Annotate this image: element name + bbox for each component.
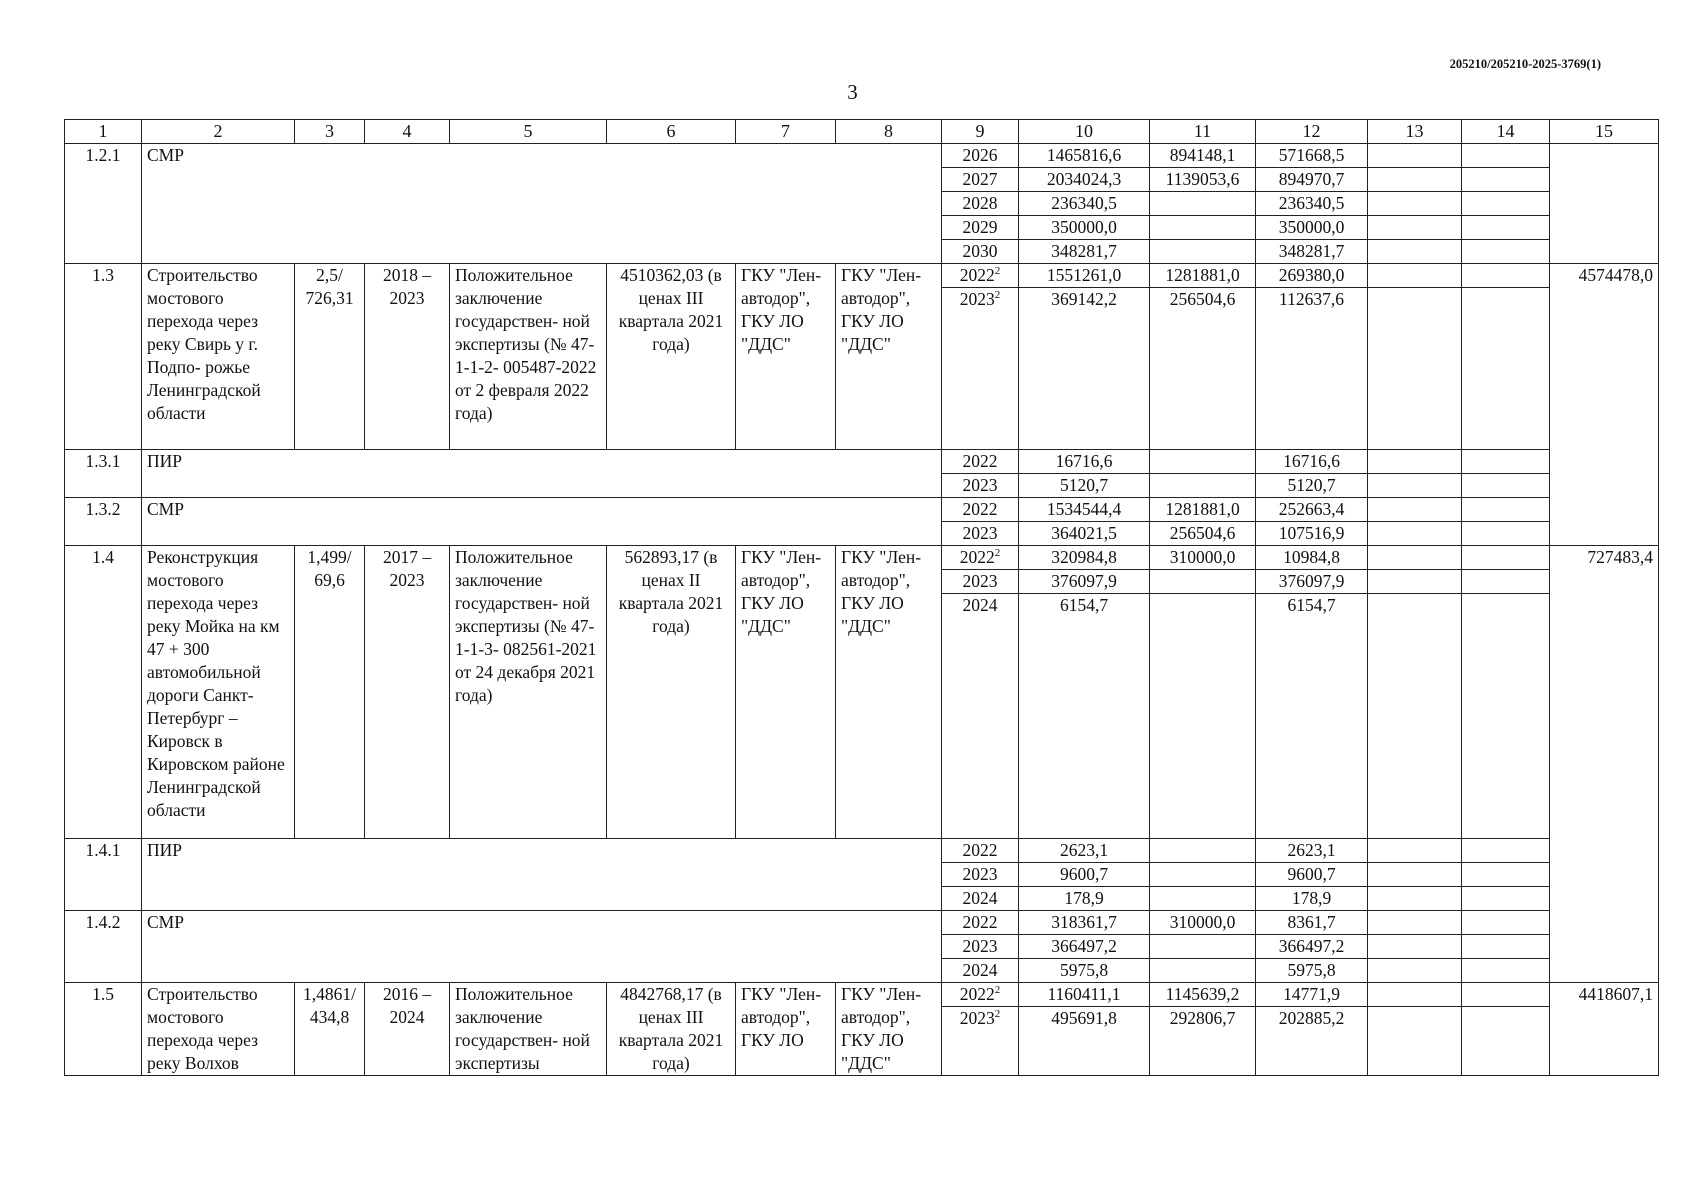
row-number: 1.3 [65, 264, 142, 450]
value-col10: 350000,0 [1019, 216, 1150, 240]
col-header: 10 [1019, 120, 1150, 144]
year-cell: 2024 [942, 959, 1019, 983]
value-col12: 252663,4 [1256, 498, 1368, 522]
table-row [65, 450, 1659, 474]
row-name: СМР [142, 144, 942, 264]
developer-cell: ГКУ "Лен- автодор", ГКУ ЛО "ДДС" [836, 546, 942, 839]
year-cell: 2023 [942, 570, 1019, 594]
object-name: Строительство мостового перехода через реку Свирь у г. Подпо- рожье Ленинградской области [142, 264, 295, 450]
value-col10: 1534544,4 [1019, 498, 1150, 522]
year-value: 2022 [959, 265, 995, 285]
value-col11: 1281881,0 [1150, 498, 1256, 522]
capacity-cell: 1,4861/ 434,8 [295, 983, 365, 1076]
value-col12: 376097,9 [1256, 570, 1368, 594]
col-header: 11 [1150, 120, 1256, 144]
value-col12: 5120,7 [1256, 474, 1368, 498]
value-col11: 310000,0 [1150, 546, 1256, 570]
value-col11 [1150, 240, 1256, 264]
row-number: 1.4.1 [65, 839, 142, 911]
table-row [65, 546, 1659, 570]
value-col11 [1150, 570, 1256, 594]
col-header: 5 [450, 120, 607, 144]
value-col11: 256504,6 [1150, 522, 1256, 546]
table-row [65, 144, 1659, 168]
value-col12: 269380,0 [1256, 264, 1368, 288]
column-header-row [65, 120, 1659, 144]
value-col10: 2034024,3 [1019, 168, 1150, 192]
value-col10: 6154,7 [1019, 594, 1150, 839]
value-col10: 1160411,1 [1019, 983, 1150, 1007]
value-col12: 14771,9 [1256, 983, 1368, 1007]
value-col10: 2623,1 [1019, 839, 1150, 863]
customer-cell: ГКУ "Лен- автодор", ГКУ ЛО "ДДС" [736, 264, 836, 450]
period-cell: 2017 – 2023 [365, 546, 450, 839]
value-col11 [1150, 450, 1256, 474]
col-header: 7 [736, 120, 836, 144]
year-cell: 2022 [942, 911, 1019, 935]
footnote-mark: 2 [994, 984, 1001, 997]
value-col10: 369142,2 [1019, 288, 1150, 450]
row-number: 1.4.2 [65, 911, 142, 983]
year-cell: 2024 [942, 887, 1019, 911]
value-col10: 9600,7 [1019, 863, 1150, 887]
year-cell: 2022 [942, 839, 1019, 863]
year-cell: 2030 [942, 240, 1019, 264]
year-cell: 2022 [942, 498, 1019, 522]
row-number: 1.2.1 [65, 144, 142, 264]
year-cell: 2027 [942, 168, 1019, 192]
value-col10: 5975,8 [1019, 959, 1150, 983]
expertise-cell: Положительное заключение государствен- ной экспертизы (№ 47-1-1-2- 005487-2022 от 2 февраля 2022 года) [450, 264, 607, 450]
row-number: 1.5 [65, 983, 142, 1076]
value-col12: 894970,7 [1256, 168, 1368, 192]
value-col10: 364021,5 [1019, 522, 1150, 546]
col-header: 4 [365, 120, 450, 144]
customer-cell: ГКУ "Лен- автодор", ГКУ ЛО "ДДС" [736, 546, 836, 839]
value-col12: 16716,6 [1256, 450, 1368, 474]
investment-table [64, 119, 1659, 1076]
table-row [65, 983, 1659, 1007]
year-cell: 2023 [942, 935, 1019, 959]
year-cell: 2028 [942, 192, 1019, 216]
value-col11 [1150, 887, 1256, 911]
cost-cell: 562893,17 (в ценах II квартала 2021 года) [607, 546, 736, 839]
customer-cell: ГКУ "Лен- автодор", ГКУ ЛО [736, 983, 836, 1076]
year-cell [942, 546, 1019, 570]
year-value: 2022 [959, 547, 995, 567]
value-col10: 16716,6 [1019, 450, 1150, 474]
year-cell: 2029 [942, 216, 1019, 240]
row-name: СМР [142, 498, 942, 546]
value-col10: 366497,2 [1019, 935, 1150, 959]
col-header: 2 [142, 120, 295, 144]
year-cell [942, 983, 1019, 1007]
footnote-mark: 2 [994, 265, 1001, 278]
page-number: 3 [847, 80, 858, 104]
value-col11: 256504,6 [1150, 288, 1256, 450]
value-col10: 318361,7 [1019, 911, 1150, 935]
row-number: 1.3.1 [65, 450, 142, 498]
total-cell: 727483,4 [1550, 546, 1659, 570]
year-cell: 2023 [942, 863, 1019, 887]
value-col10: 1551261,0 [1019, 264, 1150, 288]
year-cell [942, 1007, 1019, 1076]
year-cell: 2026 [942, 144, 1019, 168]
value-col12: 350000,0 [1256, 216, 1368, 240]
col-header: 6 [607, 120, 736, 144]
value-col12: 2623,1 [1256, 839, 1368, 863]
value-col12: 107516,9 [1256, 522, 1368, 546]
row-name: ПИР [142, 450, 942, 498]
value-col11 [1150, 474, 1256, 498]
year-value: 2022 [959, 984, 995, 1004]
value-col12: 366497,2 [1256, 935, 1368, 959]
value-col11: 1145639,2 [1150, 983, 1256, 1007]
year-cell: 2024 [942, 594, 1019, 839]
year-cell [942, 264, 1019, 288]
value-col10: 236340,5 [1019, 192, 1150, 216]
value-col11: 1139053,6 [1150, 168, 1256, 192]
value-col11: 292806,7 [1150, 1007, 1256, 1076]
year-cell: 2023 [942, 474, 1019, 498]
total-cell: 4418607,1 [1550, 983, 1659, 1076]
value-col10: 1465816,6 [1019, 144, 1150, 168]
year-value: 2023 [959, 289, 995, 309]
value-col11 [1150, 192, 1256, 216]
developer-cell: ГКУ "Лен- автодор", ГКУ ЛО "ДДС" [836, 983, 942, 1076]
value-col12: 178,9 [1256, 887, 1368, 911]
document-number: 205210/205210-2025-3769(1) [1449, 57, 1601, 71]
col-header: 14 [1462, 120, 1550, 144]
table-row [65, 839, 1659, 863]
value-col10: 178,9 [1019, 887, 1150, 911]
value-col12: 202885,2 [1256, 1007, 1368, 1076]
value-col10: 348281,7 [1019, 240, 1150, 264]
table-row [65, 911, 1659, 935]
col-header: 13 [1368, 120, 1462, 144]
row-name: ПИР [142, 839, 942, 911]
year-cell: 2022 [942, 450, 1019, 474]
value-col10: 320984,8 [1019, 546, 1150, 570]
row-number: 1.3.2 [65, 498, 142, 546]
value-col11: 1281881,0 [1150, 264, 1256, 288]
capacity-cell: 2,5/ 726,31 [295, 264, 365, 450]
value-col12: 6154,7 [1256, 594, 1368, 839]
value-col11 [1150, 935, 1256, 959]
value-col11 [1150, 594, 1256, 839]
value-col12: 5975,8 [1256, 959, 1368, 983]
capacity-cell: 1,499/ 69,6 [295, 546, 365, 839]
value-col12: 571668,5 [1256, 144, 1368, 168]
value-col12: 236340,5 [1256, 192, 1368, 216]
period-cell: 2016 – 2024 [365, 983, 450, 1076]
value-col11 [1150, 216, 1256, 240]
value-col12: 9600,7 [1256, 863, 1368, 887]
table-row [65, 264, 1659, 288]
footnote-mark: 2 [994, 289, 1001, 302]
col-header: 3 [295, 120, 365, 144]
value-col12: 112637,6 [1256, 288, 1368, 450]
value-col10: 495691,8 [1019, 1007, 1150, 1076]
row-name: СМР [142, 911, 942, 983]
value-col11 [1150, 839, 1256, 863]
value-col11: 310000,0 [1150, 911, 1256, 935]
expertise-cell: Положительное заключение государствен- ной экспертизы [450, 983, 607, 1076]
row-number: 1.4 [65, 546, 142, 839]
col-header: 15 [1550, 120, 1659, 144]
value-col11 [1150, 863, 1256, 887]
col-header: 1 [65, 120, 142, 144]
value-col11 [1150, 959, 1256, 983]
value-col12: 348281,7 [1256, 240, 1368, 264]
expertise-cell: Положительное заключение государствен- ной экспертизы (№ 47-1-1-3- 082561-2021 от 24 декабря 2021 года) [450, 546, 607, 839]
value-col11: 894148,1 [1150, 144, 1256, 168]
col-header: 8 [836, 120, 942, 144]
year-cell: 2023 [942, 522, 1019, 546]
footnote-mark: 2 [994, 1008, 1001, 1021]
developer-cell: ГКУ "Лен- автодор", ГКУ ЛО "ДДС" [836, 264, 942, 450]
cost-cell: 4510362,03 (в ценах III квартала 2021 года) [607, 264, 736, 450]
object-name: Реконструкция мостового перехода через реку Мойка на км 47 + 300 автомобильной дороги Санкт- Петербург – Кировск в Кировском районе Ленинградской области [142, 546, 295, 839]
year-cell [942, 288, 1019, 450]
value-col10: 376097,9 [1019, 570, 1150, 594]
col-header: 9 [942, 120, 1019, 144]
value-col12: 8361,7 [1256, 911, 1368, 935]
footnote-mark: 2 [994, 547, 1001, 560]
period-cell: 2018 – 2023 [365, 264, 450, 450]
value-col12: 10984,8 [1256, 546, 1368, 570]
total-cell: 4574478,0 [1550, 264, 1659, 288]
value-col10: 5120,7 [1019, 474, 1150, 498]
col-header: 12 [1256, 120, 1368, 144]
object-name: Строительство мостового перехода через реку Волхов [142, 983, 295, 1076]
table-row [65, 498, 1659, 522]
year-value: 2023 [959, 1008, 995, 1029]
cost-cell: 4842768,17 (в ценах III квартала 2021 года) [607, 983, 736, 1076]
